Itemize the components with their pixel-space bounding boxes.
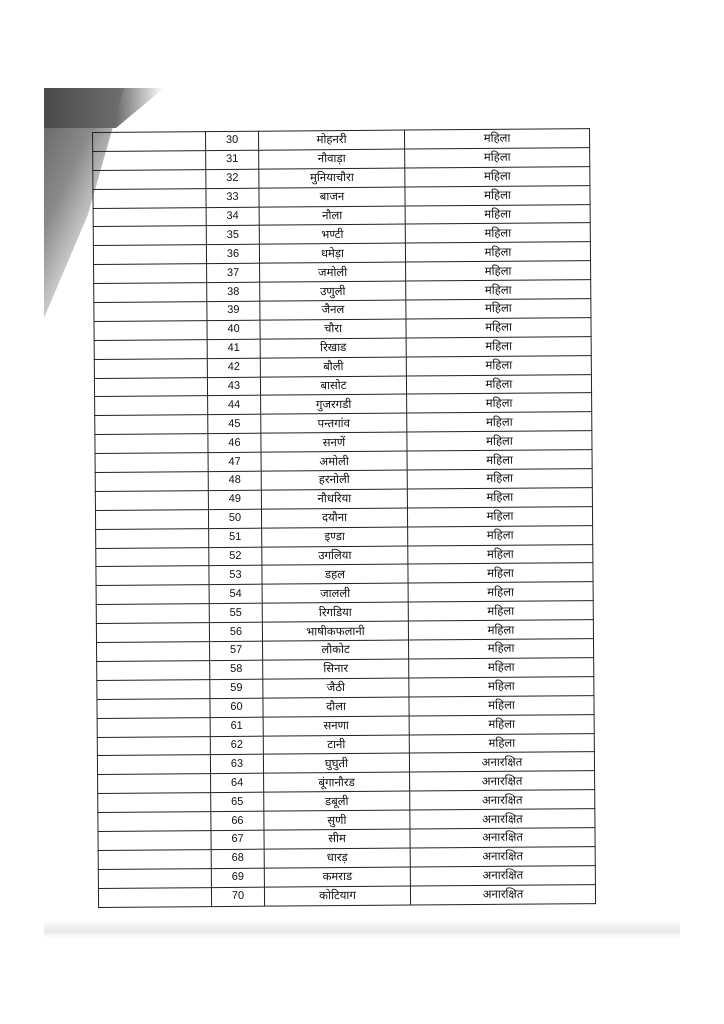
village-reservation-table	[92, 128, 596, 907]
reservation-category-cell: महिला	[408, 620, 593, 640]
village-name-cell: बाजन	[259, 187, 405, 207]
blank-cell	[94, 377, 207, 397]
reservation-category-cell: महिला	[406, 317, 591, 337]
reservation-category-cell: महिला	[407, 431, 592, 451]
serial-number-cell: 37	[207, 263, 260, 282]
serial-number-cell: 57	[210, 641, 263, 660]
serial-number-cell: 40	[207, 320, 260, 339]
reservation-category-cell: महिला	[406, 374, 591, 394]
serial-number-cell: 51	[209, 528, 262, 547]
table-body	[93, 129, 596, 907]
village-name-cell: उगलिया	[262, 546, 408, 566]
reservation-category-cell: महिला	[408, 563, 593, 583]
serial-number-cell: 61	[210, 717, 263, 736]
reservation-category-cell: महिला	[409, 639, 594, 659]
serial-number-cell: 69	[211, 868, 264, 887]
blank-cell	[97, 642, 210, 662]
blank-cell	[96, 547, 209, 567]
reservation-category-cell: महिला	[408, 601, 593, 621]
village-name-cell: हरनोली	[261, 470, 407, 490]
serial-number-cell: 66	[211, 811, 264, 830]
serial-number-cell: 52	[209, 547, 262, 566]
serial-number-cell: 65	[211, 792, 264, 811]
village-name-cell: पन्तगांव	[261, 413, 407, 433]
blank-cell	[94, 302, 207, 322]
blank-cell	[96, 528, 209, 548]
serial-number-cell: 43	[207, 377, 260, 396]
serial-number-cell: 48	[208, 471, 261, 490]
reservation-category-cell: महिला	[407, 488, 592, 508]
blank-cell	[98, 868, 211, 888]
serial-number-cell: 49	[208, 490, 261, 509]
blank-cell	[96, 566, 209, 586]
village-name-cell: डबूली	[264, 791, 410, 811]
serial-number-cell: 46	[208, 433, 261, 452]
serial-number-cell: 41	[207, 339, 260, 358]
village-name-cell: नौला	[259, 206, 405, 226]
village-name-cell: जमोली	[260, 262, 406, 282]
reservation-category-cell: महिला	[404, 129, 589, 149]
serial-number-cell: 70	[211, 887, 264, 906]
blank-cell	[94, 283, 207, 303]
scan-corner-shadow	[44, 88, 164, 128]
blank-cell	[98, 849, 211, 869]
serial-number-cell: 60	[210, 698, 263, 717]
blank-cell	[95, 396, 208, 416]
reservation-category-cell: महिला	[405, 147, 590, 167]
reservation-category-cell: महिला	[406, 261, 591, 281]
blank-cell	[93, 188, 206, 208]
blank-cell	[95, 434, 208, 454]
serial-number-cell: 53	[209, 566, 262, 585]
reservation-category-cell: महिला	[407, 393, 592, 413]
reservation-category-cell: महिला	[409, 733, 594, 753]
blank-cell	[97, 698, 210, 718]
reservation-category-cell: महिला	[405, 223, 590, 243]
serial-number-cell: 67	[211, 830, 264, 849]
reservation-category-cell: अनारक्षित	[410, 846, 595, 866]
serial-number-cell: 42	[207, 358, 260, 377]
reservation-category-cell: अनारक्षित	[410, 809, 595, 829]
blank-cell	[97, 755, 210, 775]
village-name-cell: इण्डा	[262, 527, 408, 547]
village-name-cell: नौधरिया	[261, 489, 407, 509]
blank-cell	[95, 491, 208, 511]
serial-number-cell: 55	[209, 603, 262, 622]
serial-number-cell: 31	[206, 150, 259, 169]
serial-number-cell: 38	[207, 282, 260, 301]
reservation-category-cell: महिला	[405, 204, 590, 224]
village-name-cell: उणुली	[260, 281, 406, 301]
serial-number-cell: 36	[206, 245, 259, 264]
blank-cell	[94, 358, 207, 378]
village-name-cell: कमराड	[264, 867, 410, 887]
village-name-cell: सिनार	[263, 659, 409, 679]
village-name-cell: बौली	[260, 357, 406, 377]
blank-cell	[95, 415, 208, 435]
village-name-cell: नौवाड़ा	[259, 149, 405, 169]
village-name-cell: सीम	[264, 829, 410, 849]
village-name-cell: रिखाड	[260, 338, 406, 358]
blank-cell	[98, 793, 211, 813]
reservation-category-cell: महिला	[406, 299, 591, 319]
reservation-category-cell: महिला	[406, 355, 591, 375]
blank-cell	[93, 150, 206, 170]
reservation-category-cell: महिला	[408, 582, 593, 602]
blank-cell	[97, 717, 210, 737]
serial-number-cell: 54	[209, 585, 262, 604]
blank-cell	[93, 169, 206, 189]
blank-cell	[94, 264, 207, 284]
village-name-cell: चौरा	[260, 319, 406, 339]
blank-cell	[95, 453, 208, 473]
village-name-cell: घुघुती	[263, 753, 409, 773]
serial-number-cell: 34	[206, 207, 259, 226]
blank-cell	[98, 812, 211, 832]
serial-number-cell: 32	[206, 169, 259, 188]
blank-cell	[98, 887, 211, 907]
village-name-cell: मुनियाचौरा	[259, 168, 405, 188]
reservation-category-cell: अनारक्षित	[410, 828, 595, 848]
village-name-cell: कोटियाग	[264, 886, 410, 906]
reservation-category-cell: अनारक्षित	[410, 790, 595, 810]
blank-cell	[97, 679, 210, 699]
village-name-cell: भण्टी	[259, 224, 405, 244]
blank-cell	[94, 339, 207, 359]
serial-number-cell: 56	[209, 622, 262, 641]
blank-cell	[97, 661, 210, 681]
reservation-category-cell: अनारक्षित	[410, 771, 595, 791]
serial-number-cell: 59	[210, 679, 263, 698]
village-name-cell: बूंगानौरड	[264, 772, 410, 792]
reservation-category-cell: अनारक्षित	[410, 884, 595, 904]
serial-number-cell: 30	[206, 131, 259, 150]
village-name-cell: सनणें	[261, 432, 407, 452]
reservation-category-cell: अनारक्षित	[409, 752, 594, 772]
reservation-category-cell: महिला	[407, 469, 592, 489]
reservation-category-cell: महिला	[405, 185, 590, 205]
serial-number-cell: 62	[210, 736, 263, 755]
serial-number-cell: 50	[208, 509, 261, 528]
village-name-cell: जैनल	[260, 300, 406, 320]
reservation-category-cell: महिला	[407, 506, 592, 526]
serial-number-cell: 35	[206, 226, 259, 245]
village-name-cell: दयौना	[261, 508, 407, 528]
serial-number-cell: 45	[208, 415, 261, 434]
village-name-cell: अमोली	[261, 451, 407, 471]
reservation-category-cell: महिला	[407, 412, 592, 432]
village-name-cell: डहल	[262, 565, 408, 585]
village-name-cell: गुजरगडी	[261, 395, 407, 415]
village-name-cell: रिगडिया	[262, 602, 408, 622]
blank-cell	[96, 623, 209, 643]
blank-cell	[93, 207, 206, 227]
village-name-cell: सनणा	[263, 716, 409, 736]
serial-number-cell: 33	[206, 188, 259, 207]
reservation-category-cell: महिला	[405, 166, 590, 186]
village-name-cell: दौला	[263, 697, 409, 717]
village-name-cell: धमेड़ा	[259, 243, 405, 263]
serial-number-cell: 63	[210, 755, 263, 774]
blank-cell	[96, 604, 209, 624]
village-name-cell: लौकोट	[263, 640, 409, 660]
serial-number-cell: 39	[207, 301, 260, 320]
village-name-cell: जालली	[262, 583, 408, 603]
village-name-cell: जैठी	[263, 678, 409, 698]
blank-cell	[95, 509, 208, 529]
serial-number-cell: 44	[208, 396, 261, 415]
document-page	[92, 128, 593, 907]
blank-cell	[94, 321, 207, 341]
blank-cell	[93, 132, 206, 152]
serial-number-cell: 68	[211, 849, 264, 868]
village-name-cell: टानी	[263, 735, 409, 755]
blank-cell	[95, 472, 208, 492]
reservation-category-cell: महिला	[409, 658, 594, 678]
blank-cell	[97, 736, 210, 756]
village-name-cell: बासोट	[260, 376, 406, 396]
serial-number-cell: 47	[208, 452, 261, 471]
reservation-category-cell: महिला	[406, 336, 591, 356]
serial-number-cell: 64	[211, 773, 264, 792]
blank-cell	[93, 245, 206, 265]
blank-cell	[93, 226, 206, 246]
table-row	[98, 884, 595, 907]
village-name-cell: सुणी	[264, 810, 410, 830]
reservation-category-cell: महिला	[405, 242, 590, 262]
village-name-cell: भाषीकफलानी	[262, 621, 408, 641]
reservation-category-cell: महिला	[407, 450, 592, 470]
reservation-category-cell: अनारक्षित	[410, 865, 595, 885]
blank-cell	[98, 774, 211, 794]
reservation-category-cell: महिला	[408, 525, 593, 545]
serial-number-cell: 58	[210, 660, 263, 679]
reservation-category-cell: महिला	[406, 280, 591, 300]
village-name-cell: मोहनरी	[258, 130, 404, 150]
scan-bottom-band	[44, 920, 680, 938]
reservation-category-cell: महिला	[409, 714, 594, 734]
reservation-category-cell: महिला	[408, 544, 593, 564]
reservation-category-cell: महिला	[409, 676, 594, 696]
blank-cell	[98, 831, 211, 851]
village-name-cell: धारड़	[264, 848, 410, 868]
blank-cell	[96, 585, 209, 605]
reservation-category-cell: महिला	[409, 695, 594, 715]
